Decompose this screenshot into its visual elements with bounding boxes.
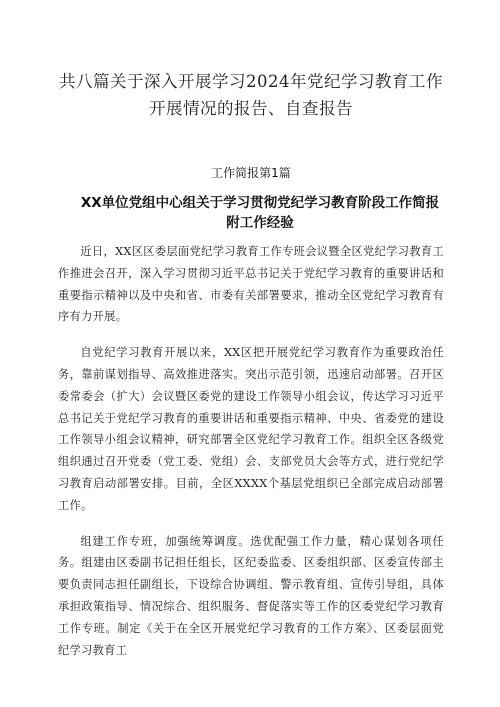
- body-paragraph: 组建工作专班，加强统筹调度。选优配强工作力量，精心谋划各项任务。组建由区委副书记担任组长，区纪委监委、区委组织部、区委宣传部主要负责同志担任副组长，下设综合协调组、警示教育组、宣传引导组，具体承担政策指导、情况综合、组织服务、督促落实等工作的区委党纪学习教育工作专班。制定《关于在全区开展党纪学习教育的工作方案》、区委层面党纪学习教育工: [58, 534, 444, 657]
- body-paragraph: 自党纪学习教育开展以来，XX区把开展党纪学习教育作为重要政治任务，靠前谋划指导、高效推进落实。突出示范引领，迅速启动部署。召开区委常委会（扩大）会议暨区委党的建设工作领导小组会议，传达学习习近平总书记关于党纪学习教育的重要讲话和重要指示精神、中央、省委党的建设工作领导小组会议精神，研究部署全区党纪学习教育工作。组织全区各级党组织通过召开党委（党工委、党组）会、支部党员大会等方式，进行党纪学习教育启动部署安排。目前，全区XXXX个基层党组织已全部完成启动部署工作。: [58, 346, 444, 512]
- body-paragraph: 近日，XX区区委层面党纪学习教育工作专班会议暨全区党纪学习教育工作推进会召开，深入学习贯彻习近平总书记关于党纪学习教育的重要讲话和重要指示精神以及中央和省、市委有关部署要求，推动全区党纪学习教育有序有力开展。: [58, 245, 444, 324]
- document-body: [58, 241, 444, 661]
- document-title-line-2: 开展情况的报告、自查报告: [149, 99, 353, 118]
- document-title-line-1: 共八篇关于深入开展学习2024年党纪学习教育工作: [59, 72, 443, 91]
- article-title: XX单位党组中心组关于学习贯彻党纪学习教育阶段工作简报附工作经验: [80, 195, 440, 231]
- section-heading: 工作简报第1篇: [211, 166, 291, 180]
- document-title: [58, 68, 444, 122]
